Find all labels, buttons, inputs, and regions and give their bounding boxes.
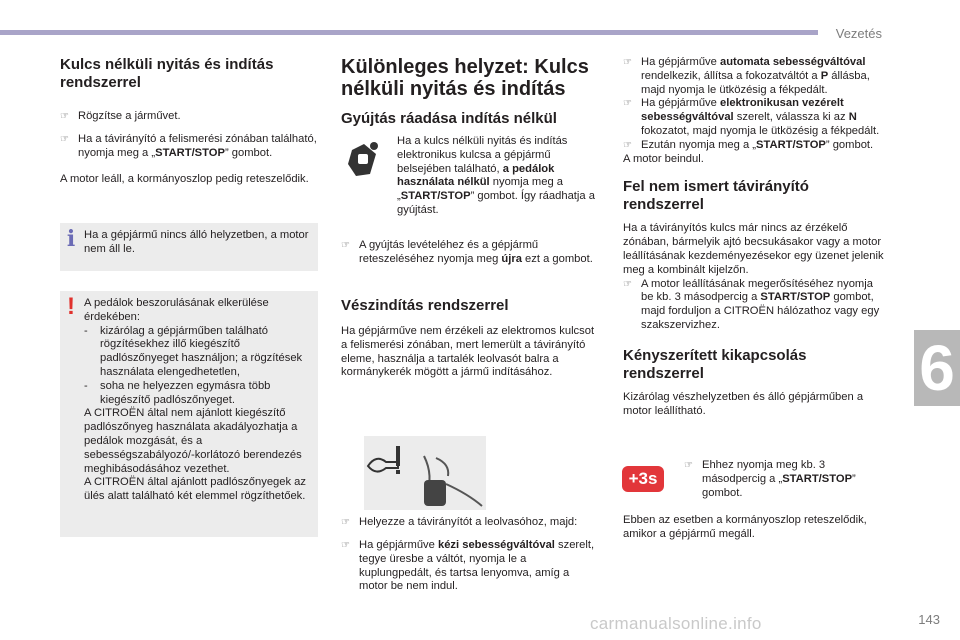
col3-bullet-1: ☞ Ha gépjárműve automata sebességváltóval rendelkezik, állítsa a fokozatváltót a P állásba, majd nyomja le ütközésig a fékpedált. (623, 56, 870, 96)
pointing-finger-icon: ☞ (623, 278, 632, 290)
col2-subheading-2: Vészindítás rendszerrel (341, 297, 509, 314)
col3-bullet-2: ☞ Ha gépjárműve elektronikusan vezérelt sebességváltóval szerelt, válassza ki az N fokozatot, majd nyomja le ütközésig a fékpedált. (623, 97, 880, 137)
col3-subheading-1: Fel nem ismert távirányító rendszerrel (623, 178, 809, 214)
chapter-number: 6 (919, 332, 955, 404)
col2-subheading-1: Gyújtás ráadása indítás nélkül (341, 110, 557, 127)
col1-bullet-2: ☞ Ha a távirányító a felismerési zónában található, nyomja meg a „START/STOP” gombot. (60, 132, 317, 159)
col2-heading: Különleges helyzet: Kulcs nélküli nyitás és indítás (341, 56, 589, 100)
warning-note: ! A pedálok beszorulásának elkerülése érdekében: - kizárólag a gépjárműben található rögzítésekhez illő kiegészítő padlószőnyeget használjon; a rögzítések használata elengedhetetlen, - soha ne helyezzen egymásra több kiegészítő padlószőnyeget. A CITROËN által nem ajánlott kiegészítő padlószőnyeg használata akadályozhatja a pedálok mozgását, és a sebességszabályozó/-korlátozó berendezés meghibásodásához vezethet. A CITROËN által ajánlott padlószőnyegek az ülés alatt található két elemmel rögzíthetőek. (60, 291, 318, 537)
section-title: Vezetés (835, 26, 882, 41)
col2-bullet-1: ☞ A gyújtás levételéhez és a gépjármű reteszeléséhez nyomja meg újra ezt a gombot. (341, 239, 593, 265)
keyless-key-icon (344, 140, 382, 180)
col2-bullet-3: ☞ Ha gépjárműve kézi sebességváltóval szerelt, tegye üresbe a váltót, nyomja le a kuplungpedált, és tartsa lenyomva, amíg a motor be nem indul. (341, 539, 595, 593)
col1-heading: Kulcs nélküli nyitás és indítás rendszerrel (60, 56, 274, 91)
pointing-finger-icon: ☞ (684, 460, 693, 471)
pointing-finger-icon: ☞ (623, 139, 632, 151)
col2-paragraph-1: Ha a kulcs nélküli nyitás és indítás elektronikus kulcsa a gépjármű belsejében található, a pedálok használata nélkül nyomja meg a „START/STOP” gombot. Így ráadhatja a gyújtást. (397, 135, 595, 216)
col3-subheading-2: Kényszerített kikapcsolás rendszerrel (623, 346, 807, 382)
col1-paragraph: A motor leáll, a kormányoszlop pedig reteszelődik. (60, 173, 309, 186)
plus-3-seconds-badge: +3s (622, 466, 664, 492)
column-2 (341, 56, 603, 128)
pointing-finger-icon: ☞ (60, 111, 69, 122)
pointing-finger-icon: ☞ (60, 133, 69, 145)
col3-bullet-3: ☞ Ezután nyomja meg a „START/STOP” gombot. (623, 138, 874, 151)
col3-bullet-5: ☞ Ehhez nyomja meg kb. 3 másodpercig a „START/STOP” gombot. (684, 459, 856, 499)
col3-paragraph-4: Ebben az esetben a kormányoszlop reteszelődik, amikor a gépjármű megáll. (623, 514, 867, 540)
info-icon: i (66, 226, 76, 252)
warning-dash-2: - soha ne helyezzen egymásra több kiegészítő padlószőnyeget. (84, 379, 271, 406)
watermark: carmanualsonline.info (590, 614, 762, 633)
warning-dash-1: - kizárólag a gépjárműben található rögzítésekhez illő kiegészítő padlószőnyeget használjon; a rögzítések használata elengedhetetlen, (84, 324, 303, 378)
header-bar (0, 30, 818, 35)
pointing-finger-icon: ☞ (341, 540, 350, 551)
pointing-finger-icon: ☞ (341, 240, 350, 251)
steering-column-illustration (364, 436, 486, 510)
page-number: 143 (918, 612, 940, 627)
info-note: i Ha a gépjármű nincs álló helyzetben, a motor nem áll le. (60, 223, 318, 271)
pointing-finger-icon: ☞ (623, 57, 632, 68)
pointing-finger-icon: ☞ (623, 98, 632, 110)
pointing-finger-icon: ☞ (341, 517, 350, 528)
col2-bullet-2: ☞ Helyezze a távirányítót a leolvasóhoz, majd: (341, 516, 578, 528)
chapter-tab (914, 330, 960, 406)
col3-paragraph-1: A motor beindul. (623, 152, 704, 165)
col3-paragraph-3: Kizárólag vészhelyzetben és álló gépjárműben a motor leállítható. (623, 390, 864, 417)
col2-paragraph-2: Ha gépjárműve nem érzékeli az elektromos kulcsot a felismerési zónában, mert lemerült a távirányító eleme, használja a tartalék leolvasót balra a kormánykerék mögött a jármű indításához. (341, 325, 595, 379)
col3-bullet-4: ☞ A motor leállításának megerősítéséhez nyomja be kb. 3 másodpercig a START/STOP gombot, majd forduljon a CITROËN hálózathoz vagy egy szakszervizhez. (623, 277, 880, 331)
key-warning-icon (364, 436, 486, 510)
col3-paragraph-2: Ha a távirányítós kulcs már nincs az érzékelő zónában, bármelyik ajtó becsukásakor vagy a motor leállításának kezdeményezésekor egy üzenet jelenik meg a kombinált kijelzőn. (623, 222, 884, 276)
column-1 (60, 56, 322, 187)
warning-icon: ! (67, 293, 75, 320)
column-3 (623, 56, 885, 418)
col1-bullet-1: ☞ Rögzítse a járművet. (60, 110, 181, 122)
